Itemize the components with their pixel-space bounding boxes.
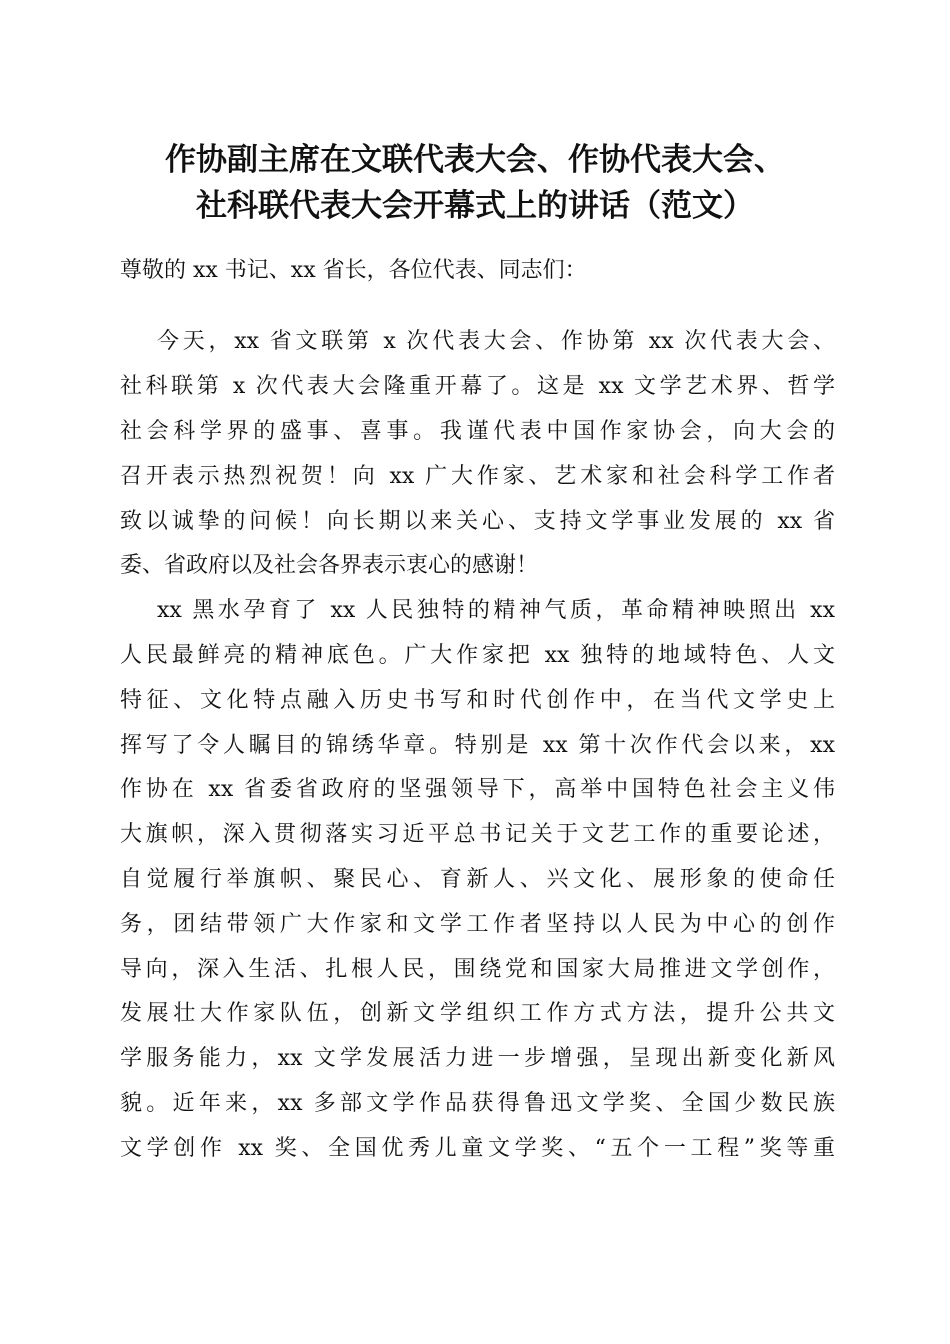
- paragraph-1-line: 社科联第 x 次代表大会隆重开幕了。这是 xx 文学艺术界、哲学: [120, 374, 835, 399]
- paragraph-2-line: 学服务能力，xx 文学发展活力进一步增强，呈现出新变化新风: [120, 1046, 835, 1071]
- paragraph-1-line: 社会科学界的盛事、喜事。我谨代表中国作家协会，向大会的: [120, 419, 835, 444]
- document-title-line-2: 社科联代表大会开幕式上的讲话（范文）: [196, 188, 754, 224]
- paragraph-1-line: 致以诚挚的问候！向长期以来关心、支持文学事业发展的 xx 省: [120, 509, 835, 534]
- paragraph-2-line: 貌。近年来，xx 多部文学作品获得鲁迅文学奖、全国少数民族: [120, 1091, 835, 1116]
- paragraph-2-line: 大旗帜，深入贯彻落实习近平总书记关于文艺工作的重要论述，: [120, 822, 835, 847]
- paragraph-2-line: 作协在 xx 省委省政府的坚强领导下，高举中国特色社会主义伟: [120, 777, 835, 802]
- paragraph-2-line: 特征、文化特点融入历史书写和时代创作中，在当代文学史上: [120, 688, 835, 713]
- paragraph-1-line: 召开表示热烈祝贺！向 xx 广大作家、艺术家和社会科学工作者: [120, 464, 835, 489]
- salutation: 尊敬的 xx 书记、xx 省长，各位代表、同志们：: [120, 258, 587, 283]
- paragraph-2-line: 文学创作 xx 奖、全国优秀儿童文学奖、“五个一工程”奖等重: [120, 1136, 835, 1161]
- paragraph-1-line: 今天，xx 省文联第 x 次代表大会、作协第 xx 次代表大会、: [157, 329, 835, 354]
- paragraph-2-line: xx 黑水孕育了 xx 人民独特的精神气质，革命精神映照出 xx: [157, 598, 835, 623]
- paragraph-2-line: 发展壮大作家队伍，创新文学组织工作方式方法，提升公共文: [120, 1001, 835, 1026]
- paragraph-2-line: 务，团结带领广大作家和文学工作者坚持以人民为中心的创作: [120, 912, 835, 937]
- paragraph-2-line: 挥写了令人瞩目的锦绣华章。特别是 xx 第十次作代会以来，xx: [120, 733, 835, 758]
- document-title-line-1: 作协副主席在文联代表大会、作协代表大会、: [165, 142, 785, 178]
- paragraph-2-line: 导向，深入生活、扎根人民，围绕党和国家大局推进文学创作，: [120, 957, 835, 982]
- paragraph-2-line: 人民最鲜亮的精神底色。广大作家把 xx 独特的地域特色、人文: [120, 643, 835, 668]
- paragraph-1-line: 委、省政府以及社会各界表示衷心的感谢！: [120, 553, 539, 578]
- paragraph-2-line: 自觉履行举旗帜、聚民心、育新人、兴文化、展形象的使命任: [120, 867, 835, 892]
